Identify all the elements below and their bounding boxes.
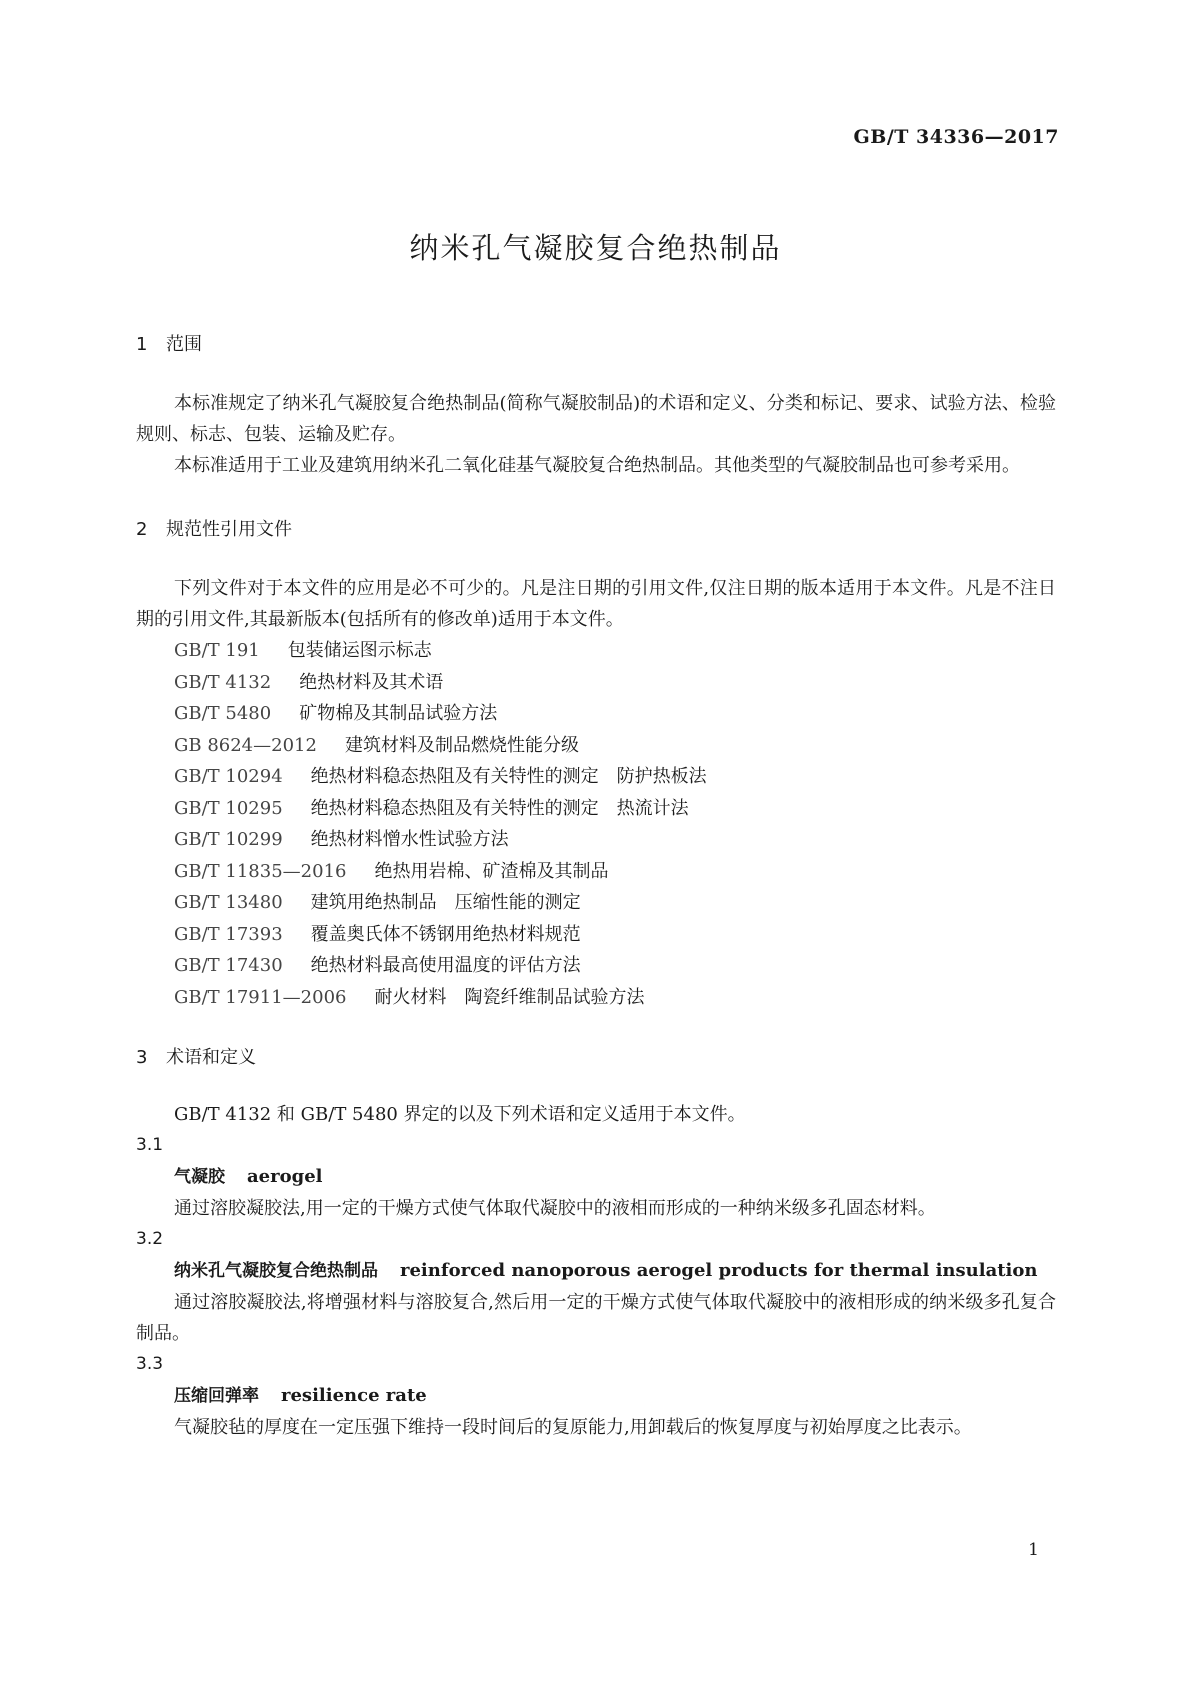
reference-title: 包装储运图示标志 [287, 640, 432, 661]
term-number: 3.2 [136, 1229, 164, 1249]
reference-title: 绝热材料憎水性试验方法 [310, 829, 509, 850]
standard-code: GB/T 34336—2017 [853, 126, 1059, 148]
term-chinese: 压缩回弹率 [174, 1386, 259, 1406]
reference-item [136, 698, 1056, 730]
reference-item [136, 635, 1056, 667]
reference-title: 建筑材料及制品燃烧性能分级 [344, 734, 579, 756]
document-body [136, 330, 1056, 1443]
term-definition: 通过溶胶凝胶法,用一定的干燥方式使气体取代凝胶中的液相而形成的一种纳米级多孔固态材料。 [174, 1198, 936, 1219]
term-entry [136, 1224, 1056, 1349]
reference-code: GB/T 17393 [174, 923, 283, 945]
section-heading-scope [136, 330, 1056, 360]
reference-code: GB 8624—2012 [174, 734, 317, 756]
term-entry [136, 1130, 1056, 1224]
reference-item [136, 667, 1056, 699]
reference-code: GB/T 10295 [174, 797, 283, 819]
reference-item [136, 887, 1056, 919]
reference-title: 耐火材料 陶瓷纤维制品试验方法 [374, 986, 645, 1008]
reference-title: 绝热材料最高使用温度的评估方法 [310, 955, 581, 976]
section-number: 3 [136, 1047, 148, 1068]
reference-item [136, 761, 1056, 793]
term-chinese: 纳米孔气凝胶复合绝热制品 [174, 1261, 378, 1281]
reference-title: 绝热材料稳态热阻及有关特性的测定 热流计法 [310, 797, 689, 819]
reference-code: GB/T 17911—2006 [174, 986, 347, 1008]
reference-item [136, 793, 1056, 825]
term-english: aerogel [247, 1166, 323, 1187]
reference-item [136, 730, 1056, 762]
page-number: 1 [1028, 1540, 1039, 1560]
reference-code: GB/T 17430 [174, 955, 283, 976]
reference-code: GB/T 5480 [174, 703, 272, 724]
term-heading [136, 1380, 1056, 1412]
reference-title: 覆盖奥氏体不锈钢用绝热材料规范 [310, 923, 581, 945]
reference-item [136, 982, 1056, 1014]
section-title: 范围 [166, 334, 202, 355]
scope-paragraph: 本标准适用于工业及建筑用纳米孔二氧化硅基气凝胶复合绝热制品。其他类型的气凝胶制品也可参考采用。 [174, 455, 1020, 476]
reference-item [136, 950, 1056, 982]
reference-code: GB/T 10294 [174, 766, 283, 787]
reference-item [136, 856, 1056, 888]
reference-code: GB/T 11835—2016 [174, 860, 347, 882]
term-definition: 通过溶胶凝胶法,将增强材料与溶胶复合,然后用一定的干燥方式使气体取代凝胶中的液相形成的纳米级多孔复合制品。 [136, 1292, 1056, 1344]
term-heading [136, 1255, 1056, 1287]
reference-item [136, 824, 1056, 856]
term-heading [136, 1161, 1056, 1193]
terms-intro: GB/T 4132 和 GB/T 5480 界定的以及下列术语和定义适用于本文件。 [174, 1104, 746, 1125]
reference-item [136, 919, 1056, 951]
reference-title: 绝热用岩棉、矿渣棉及其制品 [374, 860, 609, 882]
section-title: 术语和定义 [166, 1047, 256, 1068]
reference-title: 矿物棉及其制品试验方法 [299, 703, 498, 724]
term-entry [136, 1349, 1056, 1443]
term-chinese: 气凝胶 [174, 1167, 225, 1187]
term-number: 3.1 [136, 1135, 164, 1155]
section-number: 2 [136, 519, 148, 540]
reference-code: GB/T 4132 [174, 671, 272, 693]
term-english: reinforced nanoporous aerogel products for thermal insulation [400, 1260, 1038, 1281]
section-title: 规范性引用文件 [166, 519, 292, 540]
term-definition: 气凝胶毡的厚度在一定压强下维持一段时间后的复原能力,用卸载后的恢复厚度与初始厚度之比表示。 [174, 1417, 972, 1438]
scope-paragraph: 本标准规定了纳米孔气凝胶复合绝热制品(简称气凝胶制品)的术语和定义、分类和标记、要求、试验方法、检验规则、标志、包装、运输及贮存。 [136, 393, 1056, 445]
normative-intro: 下列文件对于本文件的应用是必不可少的。凡是注日期的引用文件,仅注日期的版本适用于本文件。凡是不注日期的引用文件,其最新版本(包括所有的修改单)适用于本文件。 [136, 578, 1056, 630]
reference-title: 绝热材料稳态热阻及有关特性的测定 防护热板法 [310, 766, 707, 787]
section-heading-normative [136, 515, 1056, 545]
reference-list [136, 635, 1056, 1013]
term-english: resilience rate [281, 1385, 427, 1406]
reference-title: 建筑用绝热制品 压缩性能的测定 [310, 892, 581, 913]
reference-code: GB/T 10299 [174, 829, 283, 850]
section-number: 1 [136, 334, 148, 355]
term-number: 3.3 [136, 1354, 164, 1374]
reference-title: 绝热材料及其术语 [299, 671, 444, 693]
reference-code: GB/T 191 [174, 640, 260, 661]
reference-code: GB/T 13480 [174, 892, 283, 913]
document-title: 纳米孔气凝胶复合绝热制品 [409, 231, 782, 265]
section-heading-terms [136, 1043, 1056, 1073]
